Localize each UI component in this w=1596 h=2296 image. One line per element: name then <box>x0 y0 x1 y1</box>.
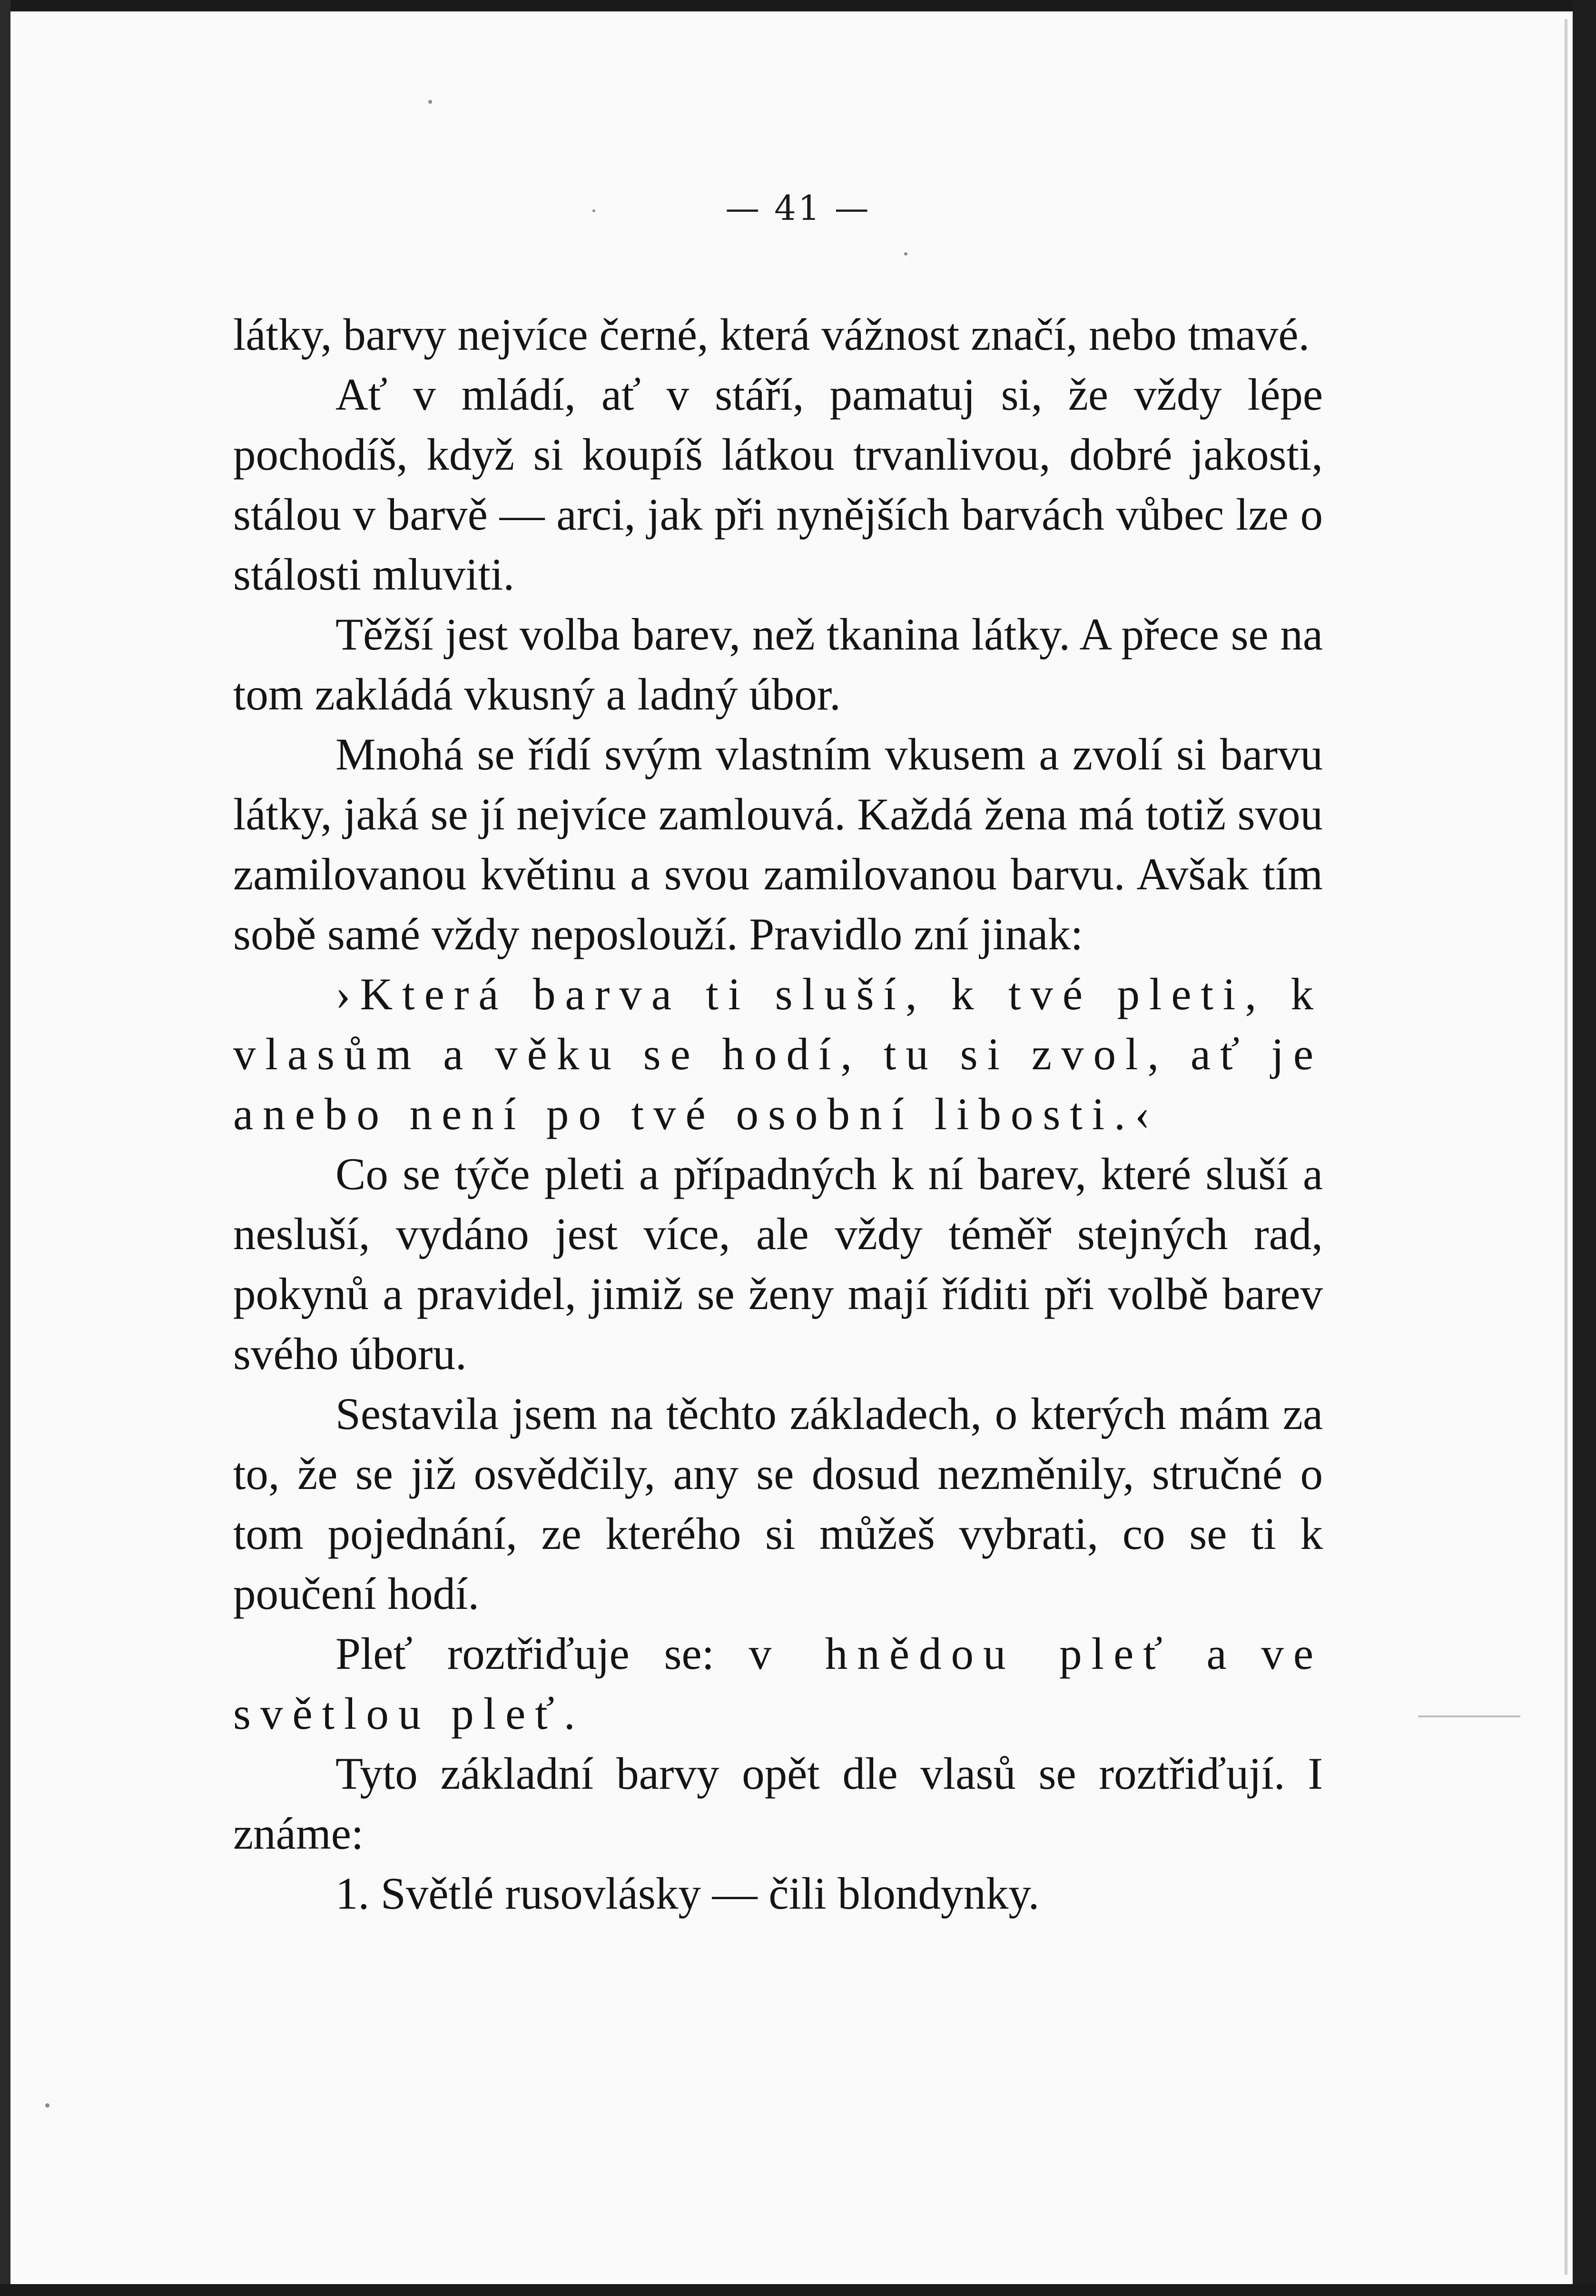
paragraph: Těžší jest volba barev, než tkanina látky. A přece se na tom zakládá vkusný a ladný úbor. <box>233 609 1323 719</box>
body-text <box>233 305 1323 1923</box>
scan-border-left <box>0 0 10 2296</box>
margin-mark <box>1418 1715 1520 1717</box>
paragraph: Ať v mládí, ať v stáří, pamatuj si, že vždy lépe pochodíš, když si koupíš látkou trvanlivou, dobré jakosti, stálou v barvě — arci, jak při nynějších barvách vůbec lze o stálosti mluviti. <box>233 369 1323 600</box>
rule-quote: ›Která barva ti sluší, k tvé pleti, k vlasům a věku se hodí, tu si zvol, ať je anebo není po tvé osobní libosti.‹ <box>233 969 1323 1139</box>
paragraph-plet <box>233 1624 1323 1744</box>
scan-border-top <box>0 0 1596 11</box>
plet-hneda: v hnědou pleť <box>749 1628 1172 1679</box>
plet-svetla: ve světlou pleť <box>233 1628 1323 1739</box>
paragraph: Co se týče pleti a případných k ní barev, které sluší a nesluší, vydáno jest více, ale vždy téměř stejných rad, pokynů a pravidel, jimiž se ženy mají říditi při volbě barev svého úboru. <box>233 1149 1323 1379</box>
dust-speck <box>45 2103 49 2108</box>
gutter-shadow <box>1565 19 1567 2275</box>
paragraph: Tyto základní barvy opět dle vlasů se roztřiďují. I známe: <box>233 1748 1323 1859</box>
page-number: — 41 — <box>725 188 871 228</box>
dust-speck <box>428 100 432 104</box>
scan-border-right <box>1573 0 1596 2296</box>
plet-a: a <box>1172 1628 1261 1679</box>
plet-intro: Pleť roztřiďuje se: <box>335 1628 749 1679</box>
paragraph: Sestavila jsem na těchto základech, o kterých mám za to, že se již osvědčily, any se dosud nezměnily, stručné o tom pojednání, ze kterého si můžeš vybrati, co se ti k poučení hodí. <box>233 1389 1323 1619</box>
dust-speck <box>904 252 907 256</box>
paragraph: Mnohá se řídí svým vlastním vkusem a zvolí si barvu látky, jaká se jí nejvíce zamlouvá. Každá žena má totiž svou zamilovanou květinu a svou zamilovanou barvu. Avšak tím sobě samé vždy neposlouží. Pravidlo zní jinak: <box>233 729 1323 959</box>
plet-end: . <box>563 1688 575 1739</box>
list-item: 1. Světlé rusovlásky — čili blondynky. <box>335 1868 1040 1919</box>
paragraph: látky, barvy nejvíce černé, která vážnost značí, nebo tmavé. <box>233 309 1310 360</box>
scan-border-bottom <box>0 2284 1596 2296</box>
